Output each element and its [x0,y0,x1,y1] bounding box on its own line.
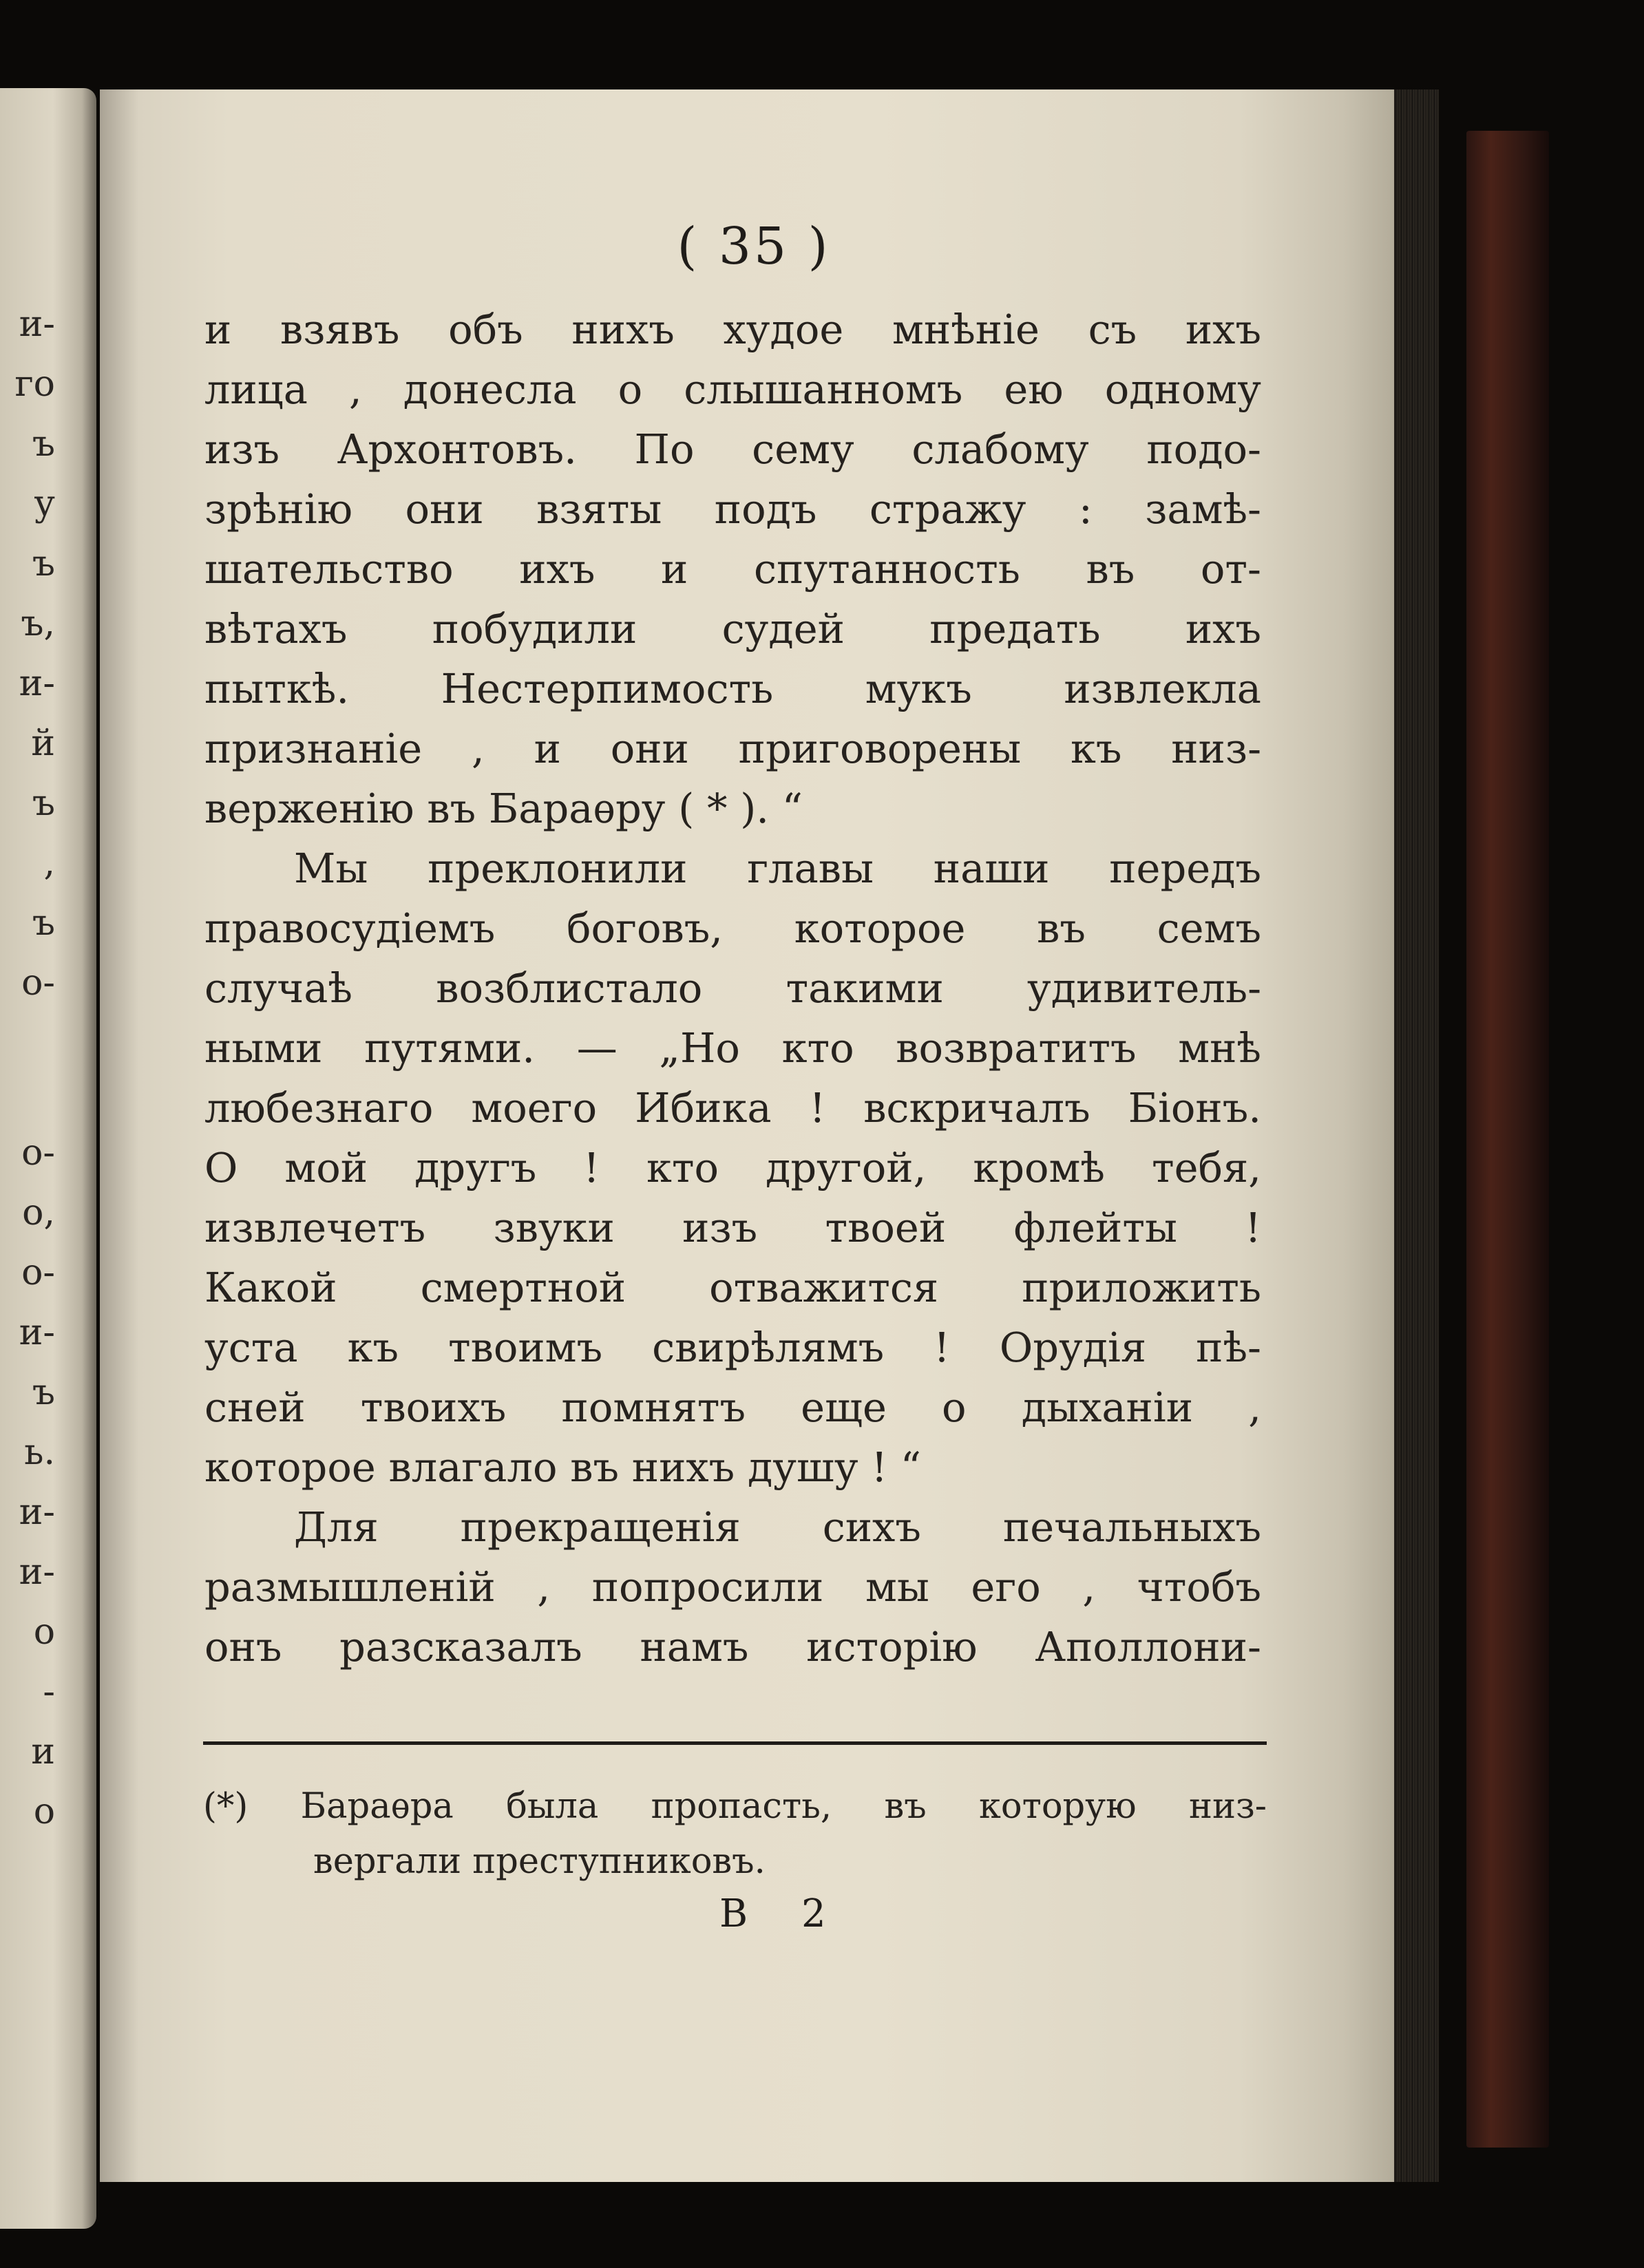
left-fragment: и- [19,663,55,704]
text-line: признаніе , и они приговорены къ низ- [204,725,1261,772]
left-fragment: ь. [24,1432,55,1473]
text-line: любезнаго моего Ибика ! вскричалъ Біонъ. [204,1084,1261,1132]
left-page-edge [0,88,96,2229]
left-fragment: ъ [32,543,55,584]
text-line: сней твоихъ помнятъ еще о дыханіи , [204,1384,1261,1431]
text-line: Для прекращенія сихъ печальныхъ [294,1503,1261,1551]
left-fragment: о- [21,1132,55,1174]
text-line: лица , донесла о слышанномъ ею одному [204,365,1261,413]
left-fragment: ъ [32,1372,55,1413]
footnote-line: вергали преступниковъ. [313,1841,766,1882]
signature-mark: В 2 [719,1891,847,1936]
left-fragment: и [31,1731,55,1772]
text-line: изъ Архонтовъ. По сему слабому подо- [204,425,1261,473]
book-cover [1466,131,1549,2148]
footnote-divider [203,1741,1267,1745]
text-line: верженію въ Бараѳру ( * ). “ [204,785,803,832]
left-fragment: ъ [32,783,55,824]
text-line: размышленій , попросили мы его , чтобъ [204,1563,1261,1611]
text-line: вѣтахъ побудили судей предать ихъ [204,605,1261,653]
text-line: пыткѣ. Нестерпимость мукъ извлекла [204,665,1261,712]
page-body-text [204,299,1261,1677]
text-line: ными путями. — „Но кто возвратитъ мнѣ [204,1024,1261,1072]
left-fragment: и- [19,1551,55,1593]
text-line: Мы преклонили главы наши передъ [294,845,1261,892]
left-fragment: - [43,1671,55,1713]
left-fragment: ъ [32,902,55,944]
text-line: извлечетъ звуки изъ твоей флейты ! [204,1204,1261,1251]
text-line: и взявъ объ нихъ худое мнѣніе съ ихъ [204,306,1261,353]
text-line: уста къ твоимъ свирѣлямъ ! Орудія пѣ- [204,1324,1261,1371]
left-fragment: о- [21,962,55,1004]
left-fragment-gap [0,1013,55,1123]
left-page-text-fragments [0,295,55,1842]
left-fragment: го [14,363,55,405]
left-fragment: ъ [32,423,55,465]
left-fragment: о- [21,1252,55,1293]
left-fragment: й [31,723,55,764]
left-fragment: , [43,842,55,884]
left-fragment: о, [22,1192,55,1233]
text-line: зрѣнію они взяты подъ стражу : замѣ- [204,485,1261,533]
text-line: онъ разсказалъ намъ исторію Аполлони- [204,1623,1261,1671]
left-fragment: ъ, [21,603,55,644]
footnote [203,1779,1267,1889]
left-fragment: у [34,483,55,524]
text-line: шательство ихъ и спутанность въ от- [204,545,1261,593]
left-fragment: и- [19,1492,55,1533]
left-fragment: о [33,1611,55,1653]
left-fragment: и- [19,304,55,345]
left-fragment: о [33,1791,55,1832]
text-line: случаѣ возблистало такими удивитель- [204,964,1261,1012]
footnote-line: (*) Бараѳра была пропасть, въ которую низ- [203,1786,1267,1827]
book-page [100,89,1394,2182]
text-line: которое влагало въ нихъ душу ! “ [204,1443,921,1491]
text-line: О мой другъ ! кто другой, кромѣ тебя, [204,1144,1261,1191]
text-line: правосудіемъ боговъ, которое въ семъ [204,904,1261,952]
text-line: Какой смертной отважится приложить [204,1264,1261,1311]
left-fragment: и- [19,1312,55,1353]
page-number: ( 35 ) [677,217,831,276]
